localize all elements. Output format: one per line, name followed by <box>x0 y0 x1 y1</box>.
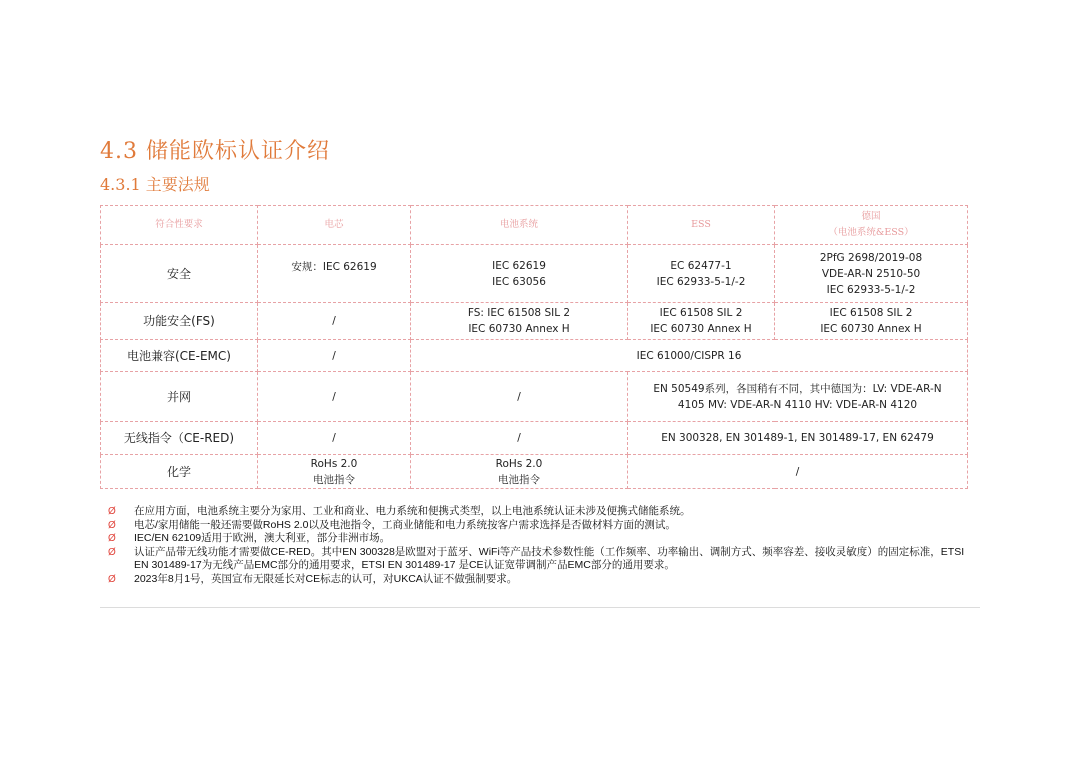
note-text: 在应用方面，电池系统主要分为家用、工业和商业、电力系统和便携式类型，以上电池系统认证未涉及便携式储能系统。 <box>134 505 691 517</box>
table-row <box>101 245 968 303</box>
cell-chem-cell: RoHs 2.0 电池指令 <box>258 455 411 489</box>
list-item <box>108 573 968 587</box>
bullet-icon: Ø <box>108 546 116 558</box>
table-header-row <box>101 206 968 245</box>
bullet-icon: Ø <box>108 506 116 517</box>
note-text: 认证产品带无线功能才需要做CE-RED。其中EN 300328是欧盟对于蓝牙、WiFi等产品技术参数性能（工作频率、功率输出、调制方式、频率容差、接收灵敏度）的固定标准，ETSI EN 301489-17为无线产品EMC部分的通用要求，ETSI EN 301489-17 是CE认证宽带调制产品EMC部分的通用要求。 <box>134 545 965 572</box>
cell-grid-merged: EN 50549系列，各国稍有不同，其中德国为：LV: VDE-AR-N 4105 MV: VDE-AR-N 4110 HV: VDE-AR-N 4120 <box>628 372 968 422</box>
cell-chem-system: RoHs 2.0 电池指令 <box>411 455 628 489</box>
cell-emc-merged: IEC 61000/CISPR 16 <box>411 340 968 372</box>
header-battery-system: 电池系统 <box>411 206 628 245</box>
cell-fs-ess: IEC 61508 SIL 2 IEC 60730 Annex H <box>628 303 775 340</box>
cell-safety-ess: EC 62477-1 IEC 62933-5-1/-2 <box>628 245 775 303</box>
cell-grid-cell: / <box>258 372 411 422</box>
bullet-icon: Ø <box>108 519 116 531</box>
notes-list <box>108 505 968 587</box>
row-label-emc: 电池兼容(CE-EMC) <box>101 340 258 372</box>
cell-grid-system: / <box>411 372 628 422</box>
list-item <box>108 546 968 573</box>
header-requirement: 符合性要求 <box>101 206 258 245</box>
cell-red-cell: / <box>258 422 411 455</box>
note-text: 2023年8月1号，英国宣布无限延长对CE标志的认可，对UKCA认证不做强制要求。 <box>134 572 518 585</box>
section-title: 4.3 储能欧标认证介绍 <box>100 139 330 164</box>
row-label-safety: 安全 <box>101 245 258 303</box>
table-row <box>101 340 968 372</box>
list-item <box>108 532 968 546</box>
subsection-title: 4.3.1 主要法规 <box>100 175 210 194</box>
bullet-icon: Ø <box>108 533 116 545</box>
cell-fs-cell: / <box>258 303 411 340</box>
cell-emc-cell: / <box>258 340 411 372</box>
cell-chem-merged: / <box>628 455 968 489</box>
list-item <box>108 505 968 519</box>
list-item <box>108 519 968 533</box>
cell-fs-system: FS: IEC 61508 SIL 2 IEC 60730 Annex H <box>411 303 628 340</box>
table-row <box>101 372 968 422</box>
header-ess: ESS <box>628 206 775 245</box>
header-germany: 德国 （电池系统&ESS） <box>775 206 968 245</box>
footer-divider <box>100 607 980 608</box>
cell-red-merged: EN 300328, EN 301489-1, EN 301489-17, EN 62479 <box>628 422 968 455</box>
note-text: IEC/EN 62109适用于欧洲，澳大利亚，部分非洲市场。 <box>134 532 391 545</box>
row-label-chem: 化学 <box>101 455 258 489</box>
cell-red-system: / <box>411 422 628 455</box>
table-row <box>101 422 968 455</box>
row-label-grid: 并网 <box>101 372 258 422</box>
regulations-table <box>100 205 968 489</box>
cell-safety-cell: 安规：IEC 62619 <box>258 245 411 303</box>
cell-safety-germany: 2PfG 2698/2019-08 VDE-AR-N 2510-50 IEC 62933-5-1/-2 <box>775 245 968 303</box>
bullet-icon: Ø <box>108 573 116 585</box>
table-row <box>101 455 968 489</box>
row-label-fs: 功能安全(FS) <box>101 303 258 340</box>
table-row <box>101 303 968 340</box>
header-cell: 电芯 <box>258 206 411 245</box>
cell-fs-germany: IEC 61508 SIL 2 IEC 60730 Annex H <box>775 303 968 340</box>
note-text: 电芯/家用储能一般还需要做RoHS 2.0以及电池指令，工商业储能和电力系统按客户需求选择是否做材料方面的测试。 <box>134 518 676 531</box>
row-label-red: 无线指令（CE-RED) <box>101 422 258 455</box>
cell-safety-system: IEC 62619 IEC 63056 <box>411 245 628 303</box>
